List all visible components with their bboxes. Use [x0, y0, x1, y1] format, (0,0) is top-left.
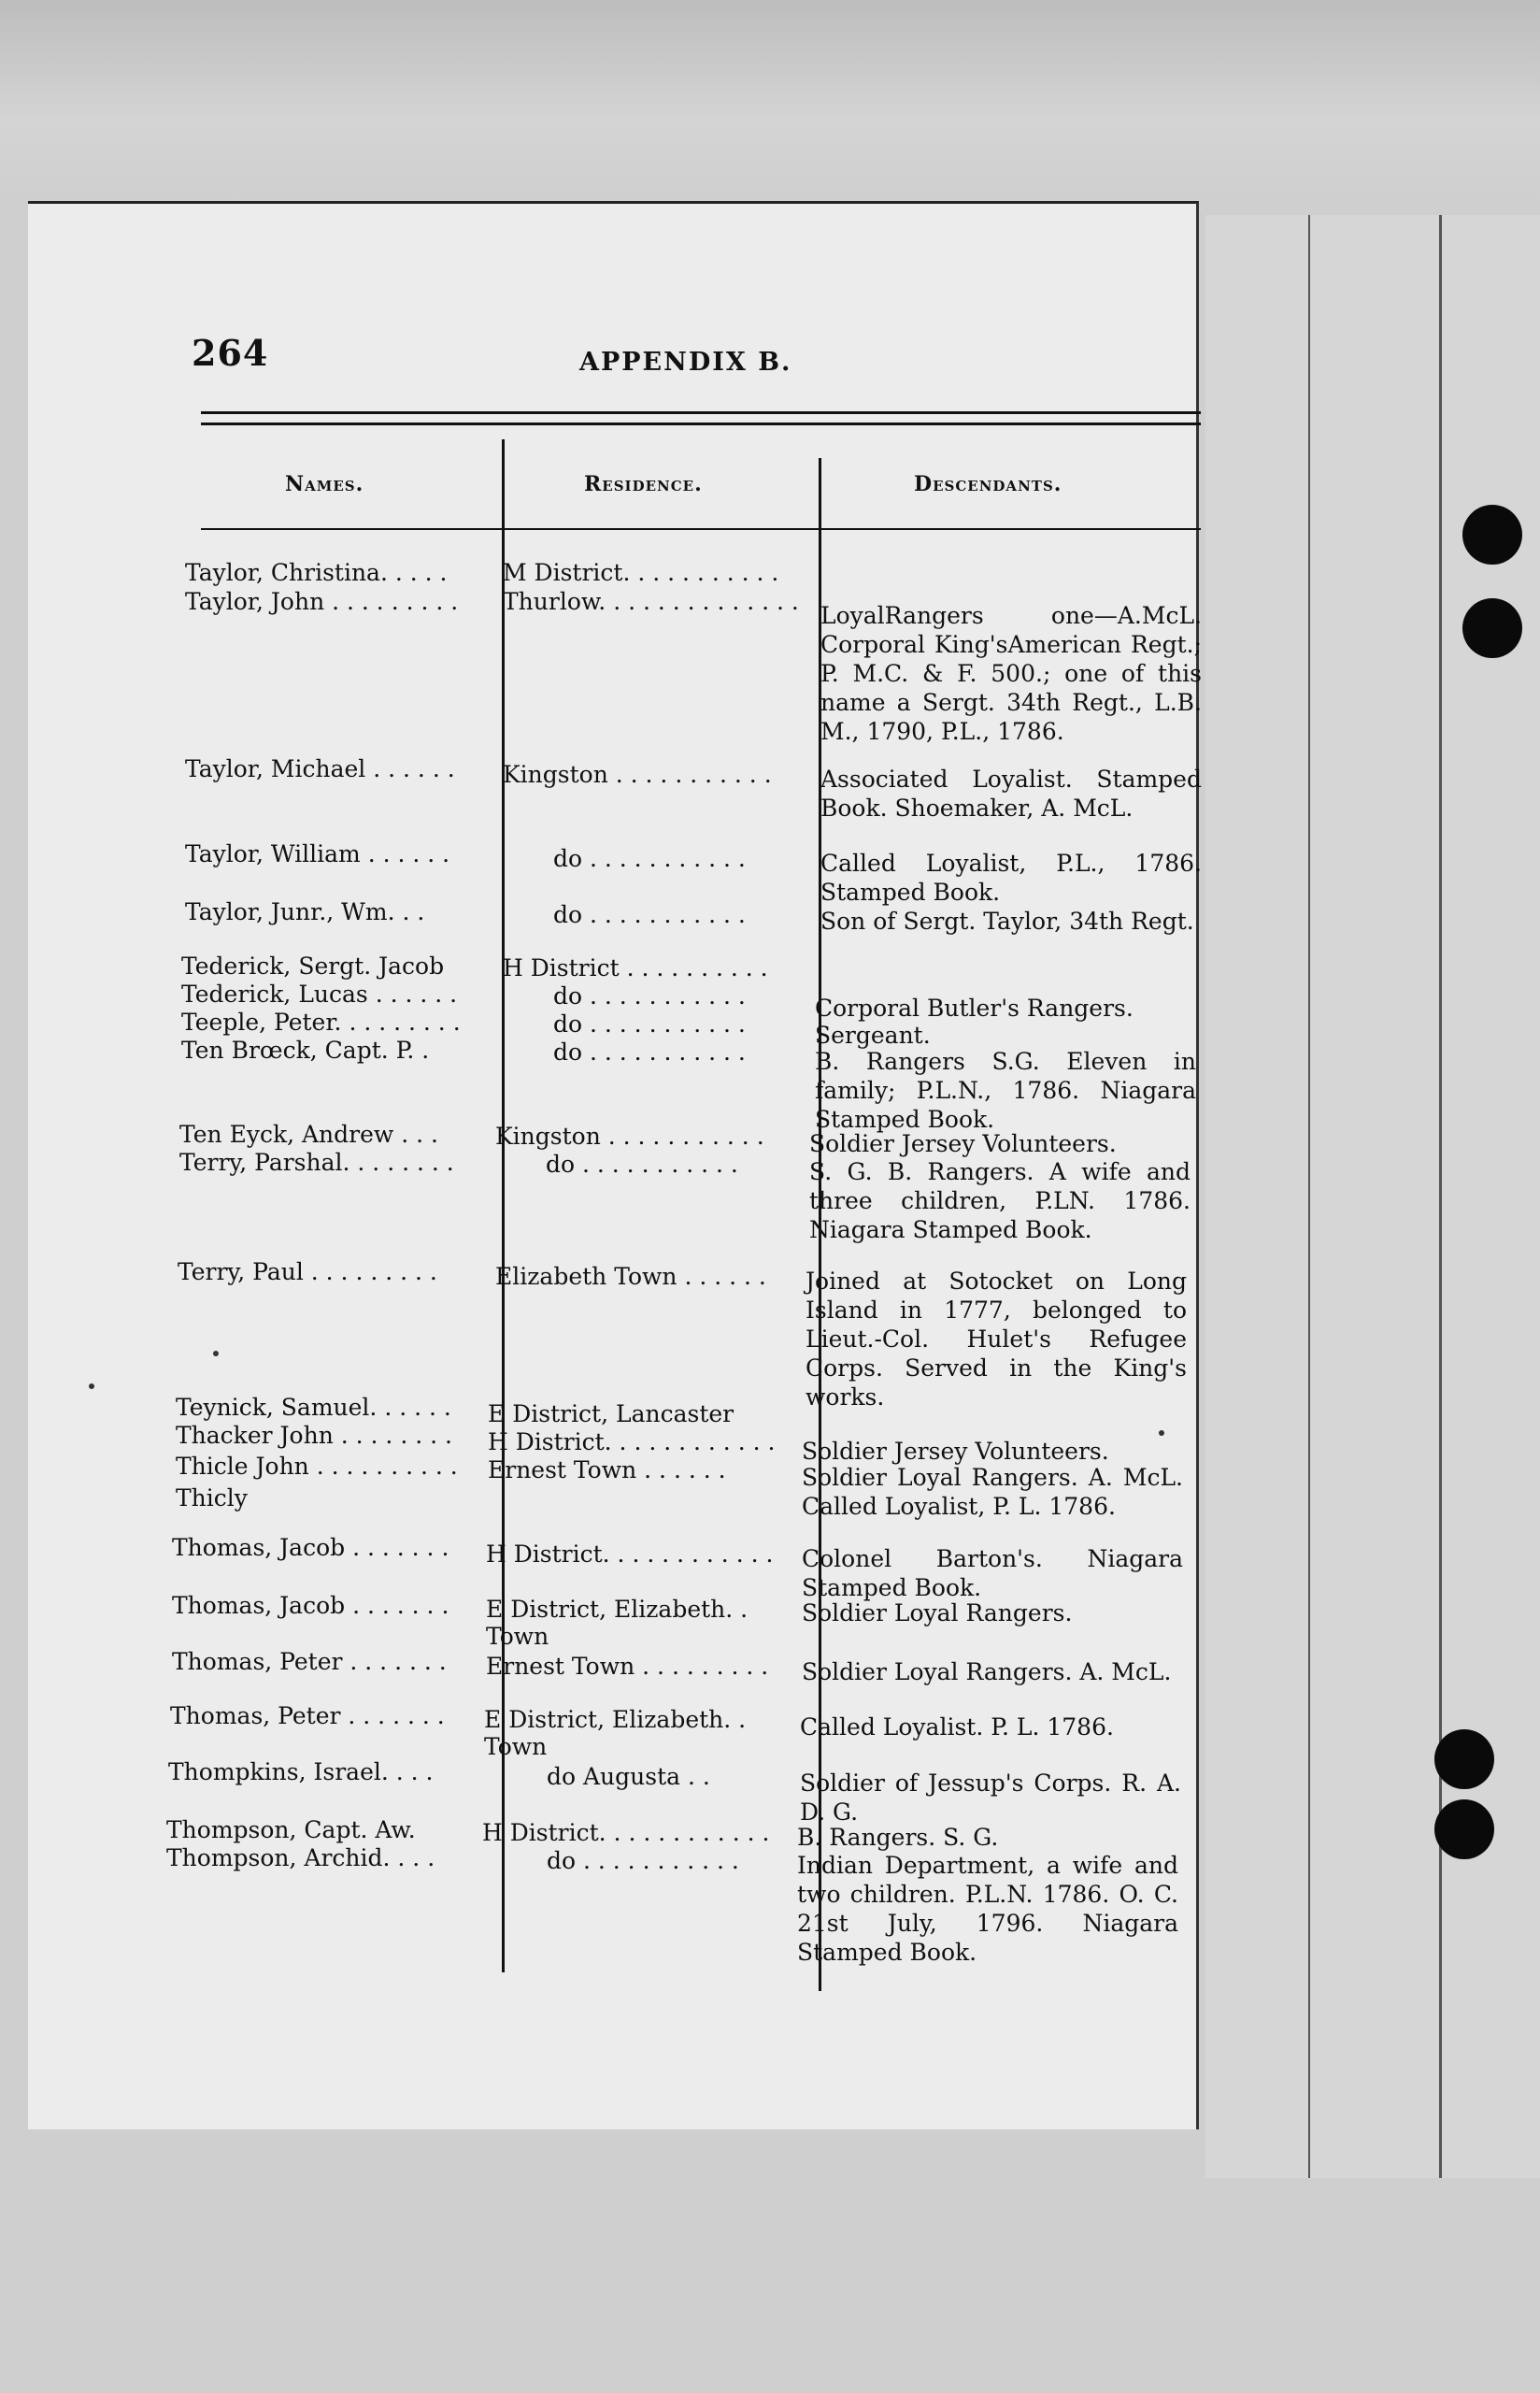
- entry-name: Thomas, Jacob . . . . . . .: [172, 1592, 449, 1619]
- header-rule: [201, 423, 1201, 425]
- entry-descendants: Soldier Loyal Rangers. A. McL. Called Loyalist, P. L. 1786.: [802, 1464, 1183, 1520]
- entry-name: Thomas, Jacob . . . . . . .: [172, 1534, 449, 1561]
- scan-speck: [1159, 1430, 1164, 1436]
- entry-residence: Ernest Town . . . . . . . . .: [486, 1653, 769, 1680]
- page-title: APPENDIX B.: [579, 348, 792, 377]
- entry-name: Thacker John . . . . . . . .: [176, 1422, 452, 1449]
- entry-name: Tederick, Sergt. Jacob: [181, 953, 445, 980]
- entry-residence: do . . . . . . . . . . .: [553, 1010, 746, 1038]
- entry-residence: do . . . . . . . . . . .: [553, 845, 746, 872]
- entry-name: Terry, Parshal. . . . . . . .: [179, 1149, 454, 1176]
- entry-residence: Kingston . . . . . . . . . . .: [495, 1123, 764, 1150]
- entry-descendants: Corporal Butler's Rangers.: [815, 995, 1134, 1022]
- entry-descendants: Son of Sergt. Taylor, 34th Regt.: [820, 908, 1194, 935]
- entry-residence: do . . . . . . . . . . .: [546, 1151, 738, 1178]
- entry-descendants: Sergeant.: [815, 1022, 931, 1049]
- entry-name: Thompson, Archid. . . .: [166, 1844, 435, 1871]
- entry-name: Taylor, William . . . . . .: [185, 840, 450, 867]
- entry-name: Ten Brœck, Capt. P. .: [181, 1037, 430, 1064]
- entry-residence: do . . . . . . . . . . .: [547, 1847, 739, 1874]
- header-rule: [201, 411, 1201, 414]
- entry-residence: do . . . . . . . . . . .: [553, 982, 746, 1010]
- entry-residence: do Augusta . .: [547, 1763, 710, 1790]
- entry-name: Thomas, Peter . . . . . . .: [172, 1648, 447, 1675]
- entry-descendants: Soldier Jersey Volunteers.: [809, 1130, 1117, 1157]
- entry-name: Teeple, Peter. . . . . . . . .: [181, 1009, 461, 1036]
- entry-descendants: Indian Department, a wife and two children. P.L.N. 1786. O. C. 21st July, 1796. Niagara Stamped Book.: [797, 1852, 1178, 1966]
- binding-hole: [1434, 1729, 1494, 1789]
- entry-residence: do . . . . . . . . . . .: [553, 1039, 746, 1066]
- column-header-residence: Residence.: [584, 472, 703, 496]
- entry-descendants: Soldier of Jessup's Corps. R. A. D. G.: [800, 1770, 1181, 1826]
- entry-residence: E District, Elizabeth. . Town: [484, 1706, 747, 1760]
- entry-residence: E District, Elizabeth. . Town: [486, 1596, 749, 1650]
- binding-hole: [1462, 505, 1522, 565]
- entry-residence: H District . . . . . . . . . .: [503, 954, 768, 982]
- column-header-descendants: Descendants.: [914, 472, 1062, 496]
- entry-residence: M District. . . . . . . . . . .: [503, 559, 779, 586]
- binding-hole: [1462, 598, 1522, 658]
- entry-residence: E District, Lancaster: [488, 1400, 734, 1427]
- entry-name: Ten Eyck, Andrew . . .: [179, 1121, 438, 1148]
- scan-margin-top: [0, 0, 1540, 201]
- entry-residence: Ernest Town . . . . . .: [488, 1456, 726, 1483]
- entry-descendants: LoyalRangers one—A.McL. Corporal King'sAmerican Regt.; P. M.C. & F. 500.; one of this name a Sergt. 34th Regt., L.B. M., 1790, P.L., 1786.: [820, 602, 1202, 745]
- entry-name: Tederick, Lucas . . . . . .: [181, 981, 458, 1008]
- entry-name: Terry, Paul . . . . . . . . .: [178, 1258, 437, 1285]
- entry-name: Thompkins, Israel. . . .: [168, 1758, 434, 1785]
- entry-descendants: Associated Loyalist. Stamped Book. Shoemaker, A. McL.: [820, 766, 1202, 822]
- entry-residence: H District. . . . . . . . . . . .: [482, 1819, 770, 1846]
- entry-descendants: S. G. B. Rangers. A wife and three children, P.LN. 1786. Niagara Stamped Book.: [809, 1158, 1191, 1243]
- binding-hole: [1434, 1799, 1494, 1859]
- entry-residence: Elizabeth Town . . . . . .: [495, 1263, 766, 1290]
- entry-name: Taylor, Junr., Wm. . .: [185, 898, 425, 925]
- entry-descendants: Soldier Jersey Volunteers.: [802, 1438, 1109, 1465]
- entry-name: Thicle John . . . . . . . . . . Thicly: [176, 1453, 458, 1512]
- page-number: 264: [192, 332, 269, 374]
- entry-name: Taylor, Christina. . . . .: [185, 559, 448, 586]
- entry-descendants: Called Loyalist. P. L. 1786.: [800, 1713, 1114, 1741]
- entry-name: Thomas, Peter . . . . . . .: [170, 1702, 445, 1729]
- entry-descendants: Soldier Loyal Rangers. A. McL.: [802, 1658, 1172, 1685]
- entry-residence: H District. . . . . . . . . . . .: [488, 1428, 776, 1455]
- page-edge-line: [1439, 215, 1442, 2178]
- entry-descendants: Called Loyalist, P.L., 1786. Stamped Book.: [820, 850, 1202, 906]
- entry-descendants: Joined at Sotocket on Long Island in 1777, belonged to Lieut.-Col. Hulet's Refugee Corps. Served in the King's works.: [806, 1268, 1187, 1411]
- column-header-names: Names.: [285, 472, 364, 496]
- scan-speck: [89, 1383, 94, 1389]
- scan-speck: [213, 1351, 219, 1356]
- entry-residence: do . . . . . . . . . . .: [553, 901, 746, 928]
- entry-descendants: Soldier Loyal Rangers.: [802, 1599, 1073, 1626]
- column-header-rule: [201, 528, 1201, 530]
- entry-residence: Thurlow. . . . . . . . . . . . . .: [503, 588, 799, 615]
- entry-name: Teynick, Samuel. . . . . .: [176, 1394, 451, 1421]
- entry-name: Taylor, John . . . . . . . . .: [185, 588, 459, 615]
- page-edge-line: [1308, 215, 1310, 2178]
- entry-descendants: Colonel Barton's. Niagara Stamped Book.: [802, 1545, 1183, 1601]
- entry-residence: H District. . . . . . . . . . . .: [486, 1540, 774, 1568]
- entry-residence: Kingston . . . . . . . . . . .: [503, 761, 772, 788]
- entry-name: Taylor, Michael . . . . . .: [185, 755, 455, 782]
- entry-descendants: B. Rangers. S. G.: [797, 1824, 999, 1851]
- entry-descendants: B. Rangers S.G. Eleven in family; P.L.N., 1786. Niagara Stamped Book.: [815, 1048, 1196, 1133]
- entry-name: Thompson, Capt. Aw.: [166, 1816, 416, 1843]
